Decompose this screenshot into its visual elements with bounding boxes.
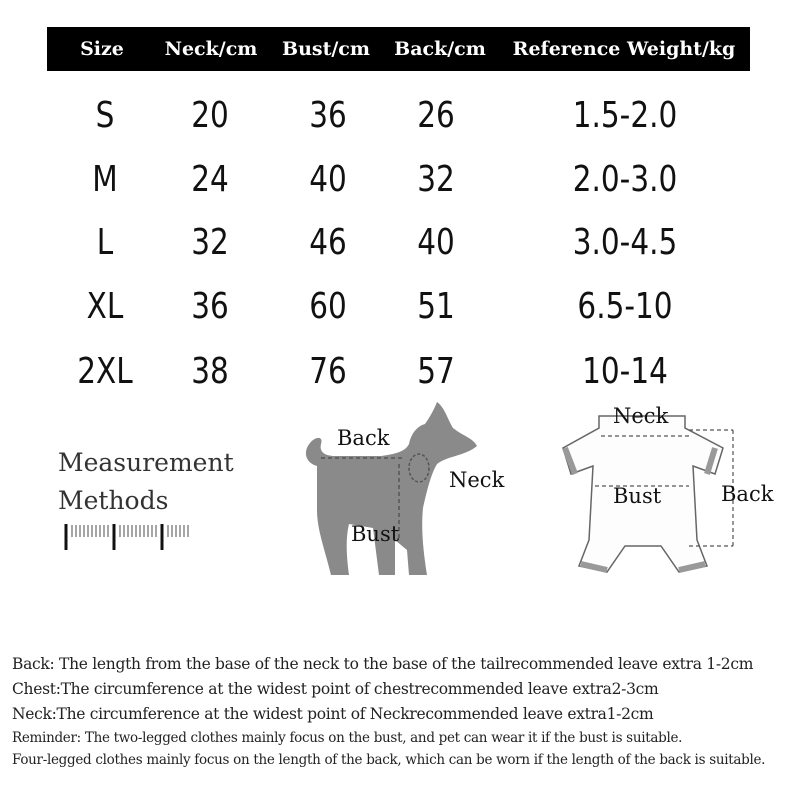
shirt-bust-label: Bust (613, 484, 662, 508)
measurement-methods-title (58, 444, 258, 520)
bust-cell: 76 (309, 351, 347, 392)
weight-cell: 1.5-2.0 (572, 95, 678, 136)
header-neck: Neck/cm (164, 38, 258, 60)
dog-back-label: Back (337, 426, 390, 450)
note-chest: Chest:The circumference at the widest point of chestrecommended leave extra2-3cm (12, 680, 659, 698)
shirt-back-label: Back (721, 482, 774, 506)
note-neck: Neck:The circumference at the widest point of Neckrecommended leave extra1-2cm (12, 705, 654, 723)
neck-cell: 32 (191, 222, 229, 263)
back-cell: 57 (417, 351, 455, 392)
size-table-header (47, 27, 750, 71)
bust-cell: 36 (309, 95, 347, 136)
shirt-neck-label: Neck (613, 404, 669, 428)
measurement-notes (12, 652, 800, 771)
back-cell: 32 (417, 159, 455, 200)
neck-cell: 24 (191, 159, 229, 200)
bust-cell: 40 (309, 159, 347, 200)
size-cell: M (92, 159, 118, 200)
size-cell: XL (86, 286, 124, 327)
neck-cell: 20 (191, 95, 229, 136)
measurement-title-line2: Methods (58, 486, 169, 515)
header-weight: Reference Weight/kg (512, 38, 736, 60)
back-cell: 51 (417, 286, 455, 327)
note-four-legged: Four-legged clothes mainly focus on the length of the back, which can be worn if the length of the back is suitable. (12, 752, 766, 768)
table-row (0, 342, 800, 402)
note-back: Back: The length from the base of the neck to the base of the tailrecommended leave extra 1-2cm (12, 655, 754, 673)
ruler-icon (62, 522, 207, 552)
measurement-title-line1: Measurement (58, 448, 234, 477)
size-cell: 2XL (77, 351, 133, 392)
neck-cell: 36 (191, 286, 229, 327)
size-cell: S (95, 95, 115, 136)
bust-cell: 60 (309, 286, 347, 327)
table-row (0, 86, 800, 146)
size-cell: L (96, 222, 114, 263)
table-row (0, 277, 800, 337)
note-reminder: Reminder: The two-legged clothes mainly focus on the bust, and pet can wear it if the bust is suitable. (12, 730, 683, 746)
dog-measurement-diagram (295, 400, 515, 590)
clothing-measurement-diagram (555, 400, 785, 585)
bust-cell: 46 (309, 222, 347, 263)
weight-cell: 2.0-3.0 (572, 159, 678, 200)
dog-silhouette-icon (295, 400, 515, 590)
table-row (0, 150, 800, 210)
back-cell: 40 (417, 222, 455, 263)
header-back: Back/cm (394, 38, 486, 60)
header-size: Size (80, 38, 124, 60)
back-cell: 26 (417, 95, 455, 136)
weight-cell: 10-14 (582, 351, 668, 392)
weight-cell: 3.0-4.5 (572, 222, 678, 263)
header-bust: Bust/cm (282, 38, 370, 60)
dog-neck-label: Neck (449, 468, 505, 492)
weight-cell: 6.5-10 (577, 286, 673, 327)
neck-cell: 38 (191, 351, 229, 392)
dog-bust-label: Bust (351, 522, 400, 546)
table-row (0, 213, 800, 273)
